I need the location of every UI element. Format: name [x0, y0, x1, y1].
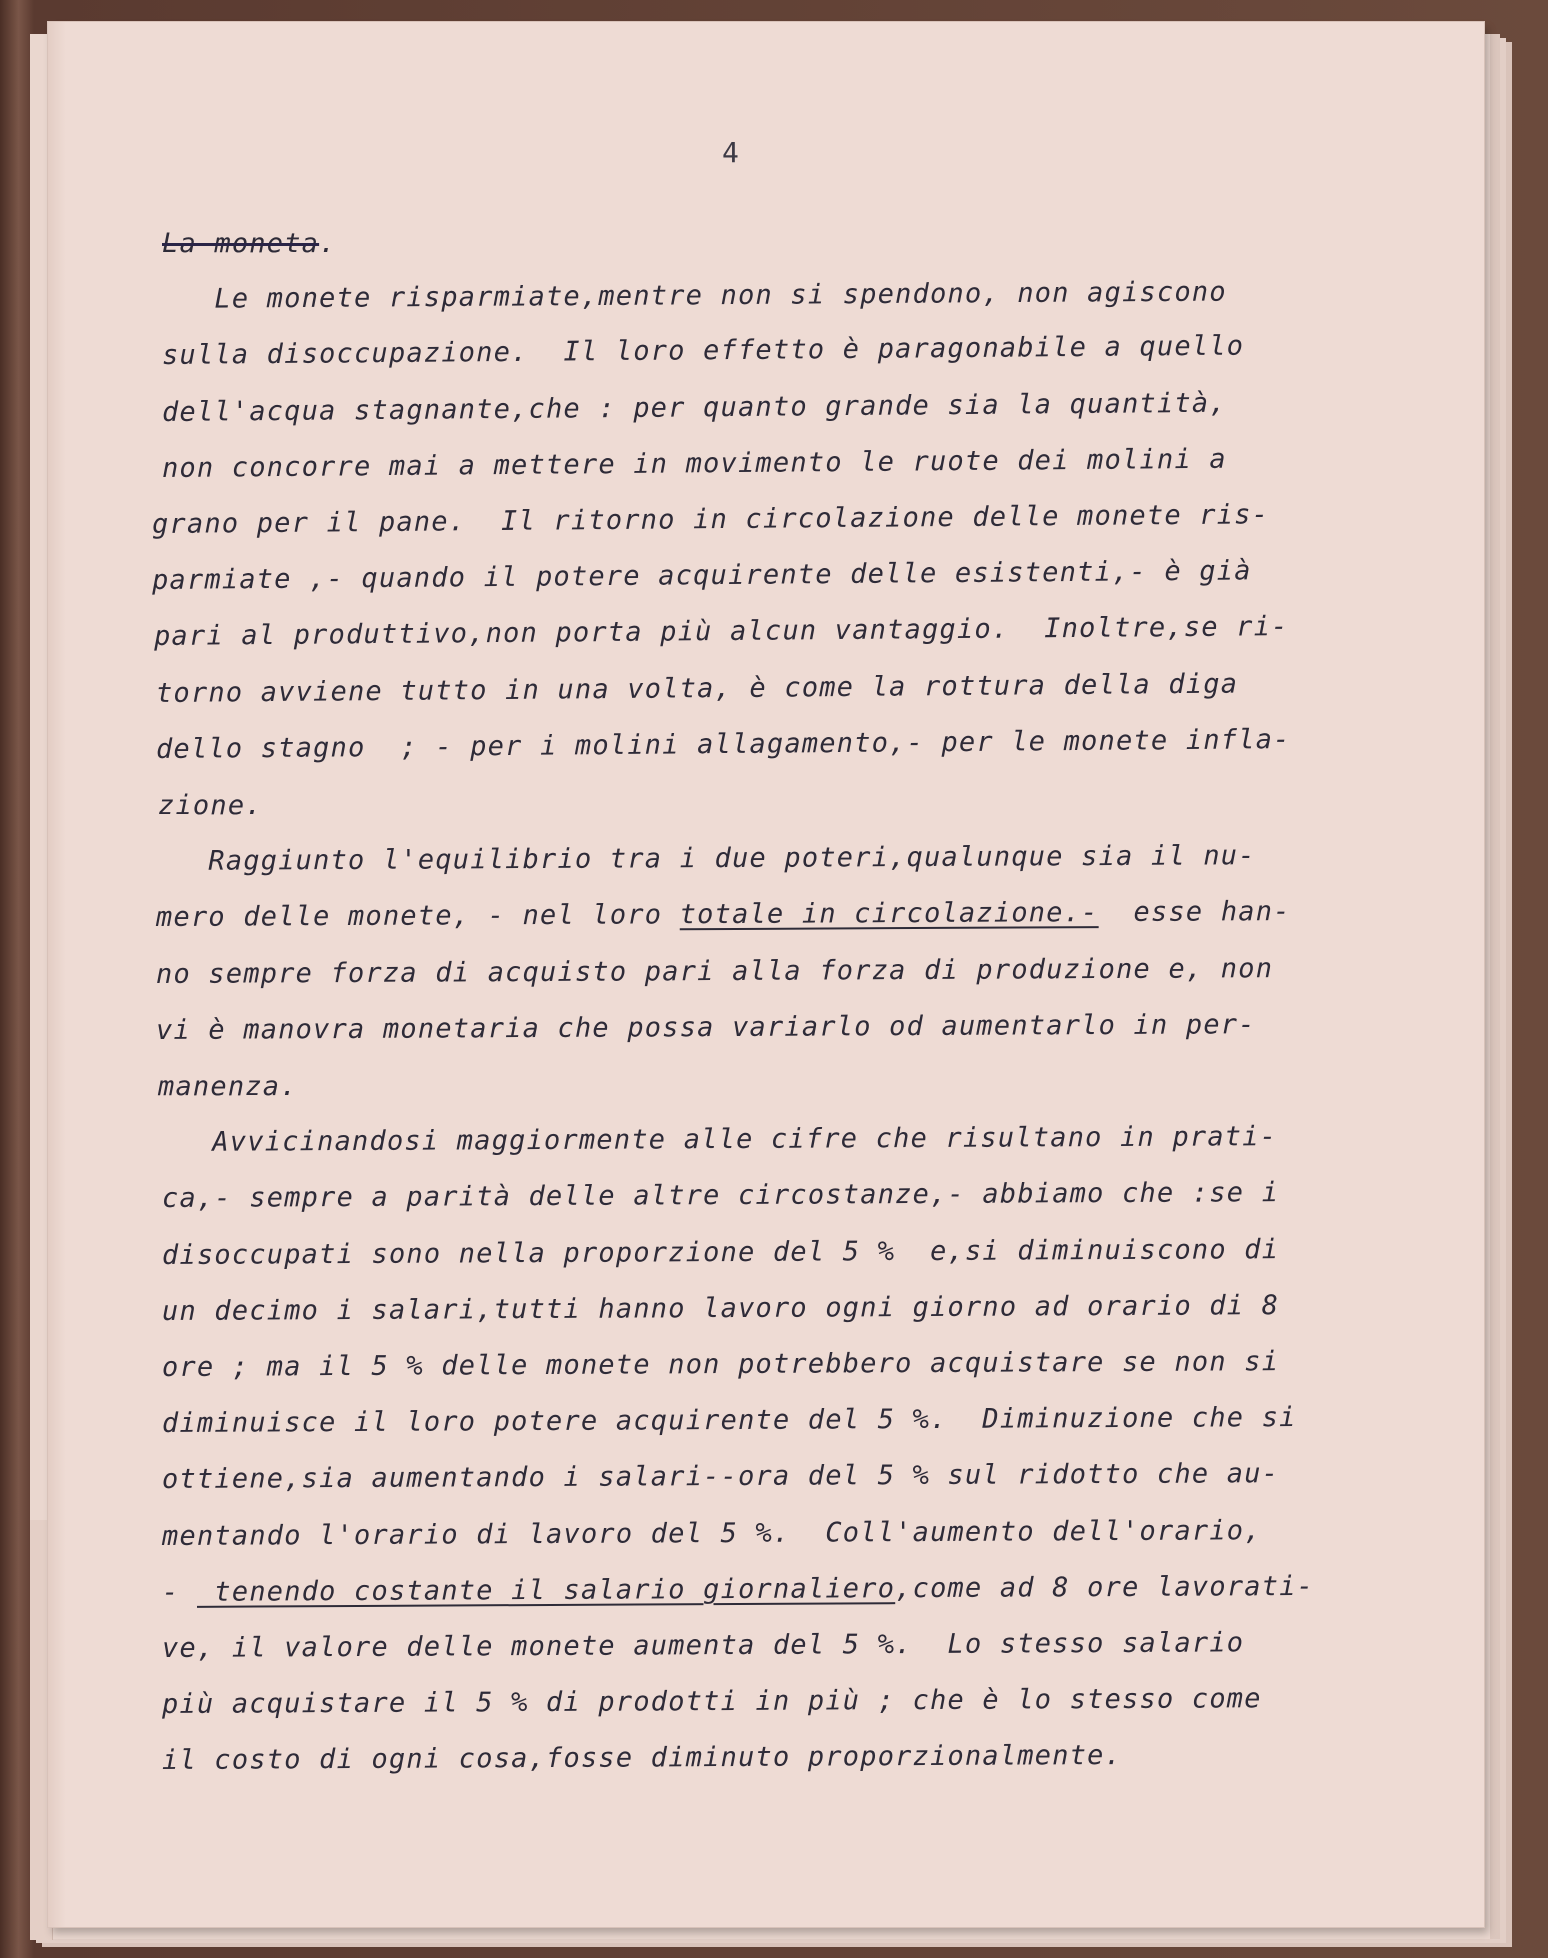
text-line [162, 1740, 1122, 1776]
text-line [156, 1009, 1256, 1046]
text-segment: vi è manovra monetaria che possa variarlo od aumentarlo in per- [155, 1009, 1256, 1046]
text-line [158, 790, 263, 821]
text-line [162, 1290, 1279, 1327]
text-segment: dello stagno ; - per i molini allagamento,- per le monete infla- [155, 723, 1291, 765]
text-segment: grano per il pane. Il ritorno in circolazione delle monete ris- [151, 499, 1270, 540]
text-segment: ve, il valore delle monete aumenta del 5 %. Lo stesso salario [161, 1627, 1245, 1664]
text-line [162, 1571, 1314, 1608]
text-line [162, 228, 337, 259]
text-line [162, 1627, 1244, 1664]
text-segment: torno avviene tutto in una volta, è come la rottura della diga [155, 668, 1239, 709]
text-segment: esse han- [1098, 896, 1291, 929]
text-line [162, 1234, 1279, 1271]
text-segment: il costo di ogni cosa,fosse diminuto proporzionalmente. [161, 1740, 1123, 1777]
underlined-text: tenendo costante il salario giornaliero [196, 1572, 896, 1608]
text-line [162, 1683, 1262, 1720]
text-segment: non concorre mai a mettere in movimento le ruote dei molini a [161, 443, 1227, 484]
text-segment: ore ; ma il 5 % delle monete non potrebbero acquistare se non si [161, 1346, 1280, 1383]
text-line [162, 1515, 1262, 1552]
text-line [162, 1402, 1297, 1439]
text-line [162, 1346, 1279, 1383]
underlined-text: totale in circolazione.- [679, 897, 1099, 931]
text-line [162, 1178, 1279, 1215]
text-segment: zione. [158, 790, 263, 821]
text-segment: Raggiunto l'equilibrio tra i due poteri,qualunque sia il nu- [155, 840, 1256, 878]
text-line [156, 953, 1273, 990]
text-segment: ca,- sempre a parità delle altre circostanze,- abbiamo che :se i [161, 1177, 1280, 1215]
text-segment: mentando l'orario di lavoro del 5 %. Coll'aumento dell'orario, [161, 1514, 1262, 1552]
text-segment: no sempre forza di acquisto pari alla forza di produzione e, non [155, 952, 1274, 990]
text-segment: manenza. [158, 1071, 298, 1102]
text-line [162, 1459, 1279, 1496]
struck-text: La moneta [162, 228, 320, 259]
text-segment: Avvicinandosi maggiormente alle cifre che risultano in prati- [159, 1121, 1278, 1159]
text-segment: diminuisce il loro potere acquirente del 5 %. Diminuzione che si [161, 1402, 1297, 1440]
text-segment: dell'acqua stagnante,che : per quanto grande sia la quantità, [161, 387, 1227, 428]
text-segment: ottiene,sia aumentando i salari--ora del 5 % sul ridotto che au- [161, 1458, 1280, 1496]
text-segment: sulla disoccupazione. Il loro effetto è paragonabile a quello [161, 330, 1245, 372]
text-segment: Le monete risparmiate,mentre non si spendono, non agiscono [161, 276, 1227, 316]
text-line [156, 896, 1291, 933]
text-segment: più acquistare il 5 % di prodotti in più ; che è lo stesso come [161, 1683, 1262, 1721]
text-segment: ,come ad 8 ore lavorati- [895, 1570, 1315, 1604]
text-segment: disoccupati sono nella proporzione del 5 % e,si diminuiscono di [161, 1233, 1280, 1271]
text-line [160, 1121, 1277, 1158]
text-segment: parmiate ,- quando il potere acquirente delle esistenti,- è già [151, 555, 1252, 597]
text-segment: pari al produttivo,non porta più alcun vantaggio. Inoltre,se ri- [153, 611, 1289, 653]
text-segment: . [319, 228, 337, 259]
text-segment: - [161, 1576, 198, 1608]
text-segment: un decimo i salari,tutti hanno lavoro ogni giorno ad orario di 8 [161, 1289, 1280, 1327]
page-number: 4 [722, 136, 739, 169]
text-line [156, 840, 1256, 877]
text-line [158, 1071, 298, 1102]
text-segment: mero delle monete, - nel loro [155, 899, 680, 934]
